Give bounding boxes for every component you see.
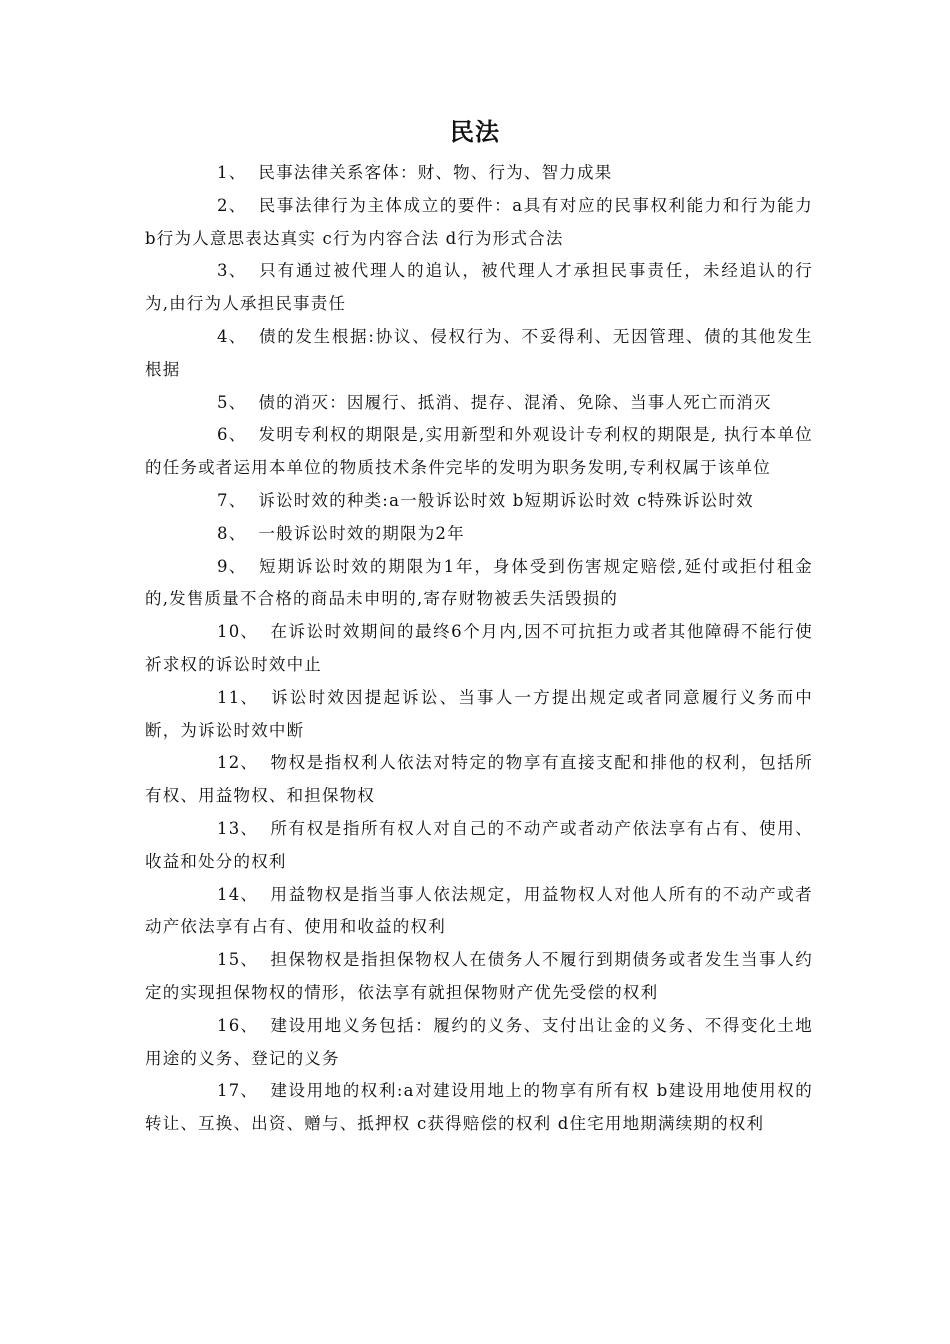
- item-number: 7、: [217, 490, 247, 510]
- list-item: [145, 1075, 813, 1141]
- list-item: [145, 551, 813, 617]
- list-item: [145, 682, 813, 748]
- list-item: [145, 387, 813, 420]
- list-item: [145, 419, 813, 485]
- list-item: [145, 747, 813, 813]
- item-text: 短期诉讼时效的期限为1年，身体受到伤害规定赔偿,延付或拒付租金的,发售质量不合格的商品未申明的,寄存财物被丢失活毁损的: [145, 556, 813, 609]
- item-number: 1、: [217, 163, 247, 182]
- item-text: 建设用地义务包括：履约的义务、支付出让金的义务、不得变化土地用途的义务、登记的义务: [145, 1015, 813, 1068]
- item-number: 6、: [217, 425, 247, 445]
- item-number: 4、: [217, 326, 247, 346]
- list-item: [145, 321, 813, 387]
- document-body: [145, 157, 813, 1141]
- list-item: [145, 190, 813, 256]
- item-number: 8、: [217, 523, 247, 543]
- item-number: 16、: [217, 1015, 259, 1035]
- item-number: 2、: [217, 195, 247, 215]
- item-text: 民事法律关系客体：财、物、行为、智力成果: [258, 163, 613, 182]
- list-item: [145, 813, 813, 879]
- item-number: 11、: [217, 687, 259, 707]
- item-text: 建设用地的权利:a对建设用地上的物享有所有权 b建设用地使用权的转让、互换、出资、赠与、抵押权 c获得赔偿的权利 d住宅用地期满续期的权利: [145, 1081, 813, 1134]
- item-number: 9、: [217, 556, 247, 576]
- item-text: 债的消灭：因履行、抵消、提存、混淆、免除、当事人死亡而消灭: [258, 392, 772, 412]
- item-number: 3、: [217, 261, 247, 281]
- list-item: [145, 255, 813, 321]
- item-text: 在诉讼时效期间的最终6个月内,因不可抗拒力或者其他障碍不能行使祈求权的诉讼时效中止: [145, 622, 813, 674]
- item-number: 17、: [217, 1081, 259, 1101]
- item-number: 14、: [217, 884, 259, 904]
- item-text: 诉讼时效因提起诉讼、当事人一方提出规定或者同意履行义务而中断，为诉讼时效中断: [145, 687, 813, 740]
- item-text: 一般诉讼时效的期限为2年: [258, 523, 465, 543]
- list-item: [145, 518, 813, 551]
- list-item: [145, 944, 813, 1010]
- list-item: [145, 485, 813, 518]
- item-text: 用益物权是指当事人依法规定，用益物权人对他人所有的不动产或者动产依法享有占有、使用和收益的权利: [145, 884, 813, 937]
- item-text: 债的发生根据:协议、侵权行为、不妥得利、无因管理、债的其他发生根据: [145, 326, 813, 379]
- item-number: 15、: [217, 950, 259, 970]
- list-item: [145, 157, 813, 190]
- item-text: 所有权是指所有权人对自己的不动产或者动产依法享有占有、使用、收益和处分的权利: [145, 818, 813, 871]
- item-text: 发明专利权的期限是,实用新型和外观设计专利权的期限是, 执行本单位的任务或者运用本单位的物质技术条件完毕的发明为职务发明,专利权属于该单位: [145, 425, 813, 478]
- item-number: 10、: [217, 622, 259, 642]
- item-text: 诉讼时效的种类:a一般诉讼时效 b短期诉讼时效 c特殊诉讼时效: [258, 490, 754, 510]
- list-item: [145, 1010, 813, 1076]
- list-item: [145, 879, 813, 945]
- item-number: 13、: [217, 818, 259, 838]
- item-text: 担保物权是指担保物权人在债务人不履行到期债务或者发生当事人约定的实现担保物权的情形，依法享有就担保物财产优先受偿的权利: [145, 950, 813, 1002]
- list-item: [145, 616, 813, 682]
- item-text: 只有通过被代理人的追认，被代理人才承担民事责任，未经追认的行为,由行为人承担民事责任: [145, 261, 813, 314]
- document-title: 民法: [450, 118, 500, 146]
- item-number: 5、: [217, 392, 247, 412]
- item-text: 民事法律行为主体成立的要件：a具有对应的民事权利能力和行为能力 b行为人意思表达真实 c行为内容合法 d行为形式合法: [145, 195, 813, 248]
- item-text: 物权是指权利人依法对特定的物享有直接支配和排他的权利，包括所有权、用益物权、和担保物权: [145, 753, 813, 806]
- item-number: 12、: [217, 753, 259, 773]
